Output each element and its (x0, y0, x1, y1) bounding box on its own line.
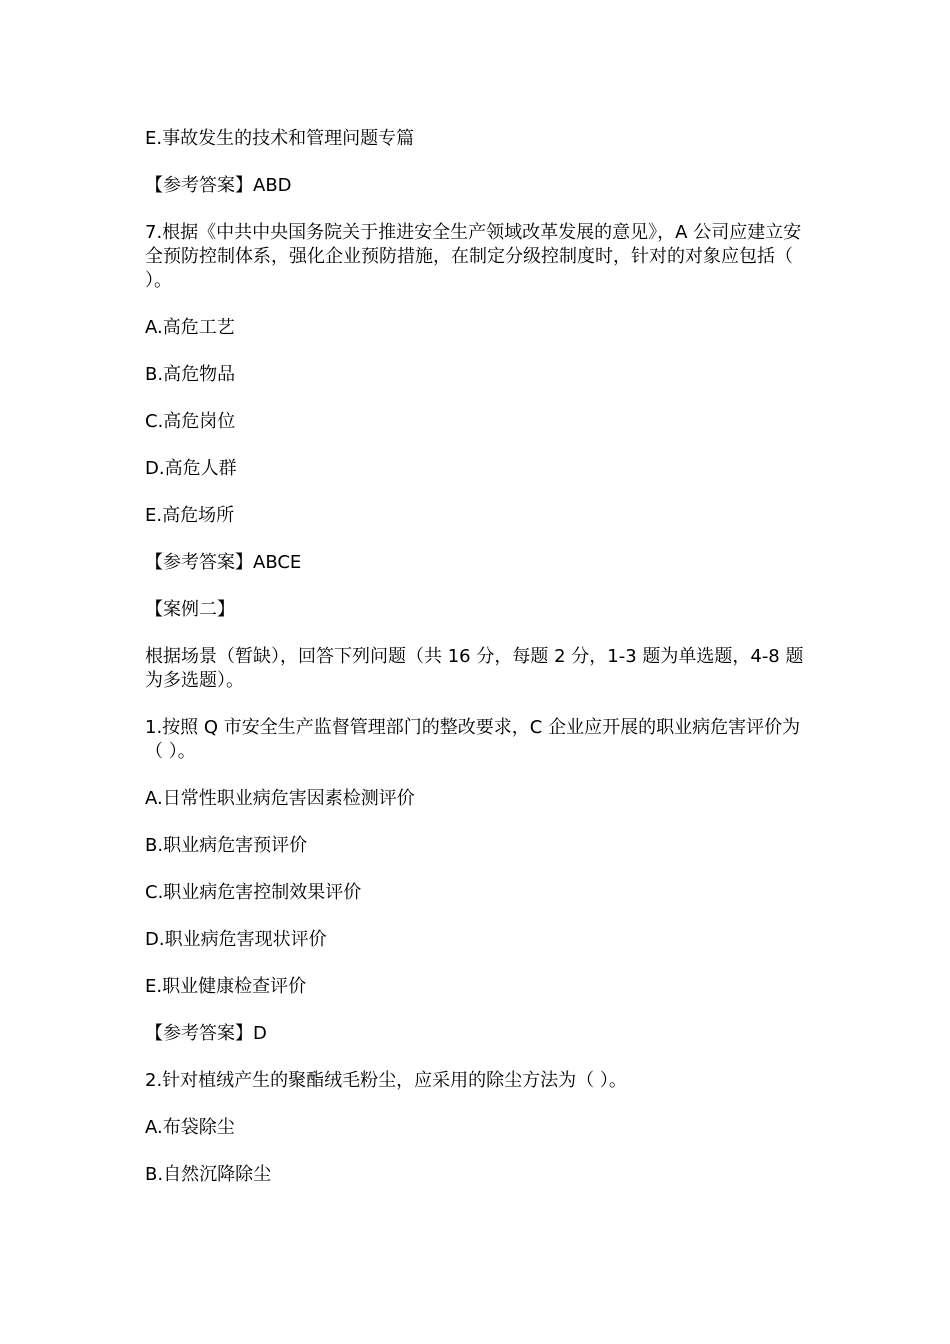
paragraph-option-d: D.职业病危害现状评价 (145, 929, 327, 950)
paragraph-question-7: 7.根据《中共中央国务院关于推进安全生产领域改革发展的意见》，A 公司应建立安全预防控制体系，强化企业预防措施，在制定分级控制度时，针对的对象应包括（ ）。 (145, 222, 802, 291)
document-page (145, 127, 810, 1210)
paragraph-answer: 【参考答案】ABD (145, 175, 292, 196)
paragraph-option-a: A.日常性职业病危害因素检测评价 (145, 788, 415, 809)
paragraph-question-2: 2.针对植绒产生的聚酯绒毛粉尘，应采用的除尘方法为（ ）。 (145, 1070, 627, 1091)
paragraph-answer: 【参考答案】D (145, 1023, 267, 1044)
paragraph-option-a: A.布袋除尘 (145, 1117, 235, 1138)
paragraph-option-e: E.职业健康检查评价 (145, 976, 307, 997)
paragraph-option-c: C.职业病危害控制效果评价 (145, 882, 362, 903)
paragraph-option-d: D.高危人群 (145, 458, 237, 479)
paragraph-option-c: C.高危岗位 (145, 411, 236, 432)
paragraph-option-e: E.高危场所 (145, 505, 235, 526)
paragraph-option-b: B.职业病危害预评价 (145, 835, 308, 856)
paragraph-case-heading: 【案例二】 (145, 599, 235, 620)
paragraph-question-1: 1.按照 Q 市安全生产监督管理部门的整改要求，C 企业应开展的职业病危害评价为（ ）。 (145, 717, 801, 762)
paragraph-answer: 【参考答案】ABCE (145, 552, 302, 573)
paragraph-option-b: B.自然沉降除尘 (145, 1164, 272, 1185)
paragraph-option-a: A.高危工艺 (145, 317, 235, 338)
paragraph-option-e: E.事故发生的技术和管理问题专篇 (145, 128, 415, 149)
paragraph-option-b: B.高危物品 (145, 364, 236, 385)
paragraph-case-instructions: 根据场景（暂缺），回答下列问题（共 16 分，每题 2 分，1-3 题为单选题，4-8 题为多选题）。 (145, 646, 804, 691)
